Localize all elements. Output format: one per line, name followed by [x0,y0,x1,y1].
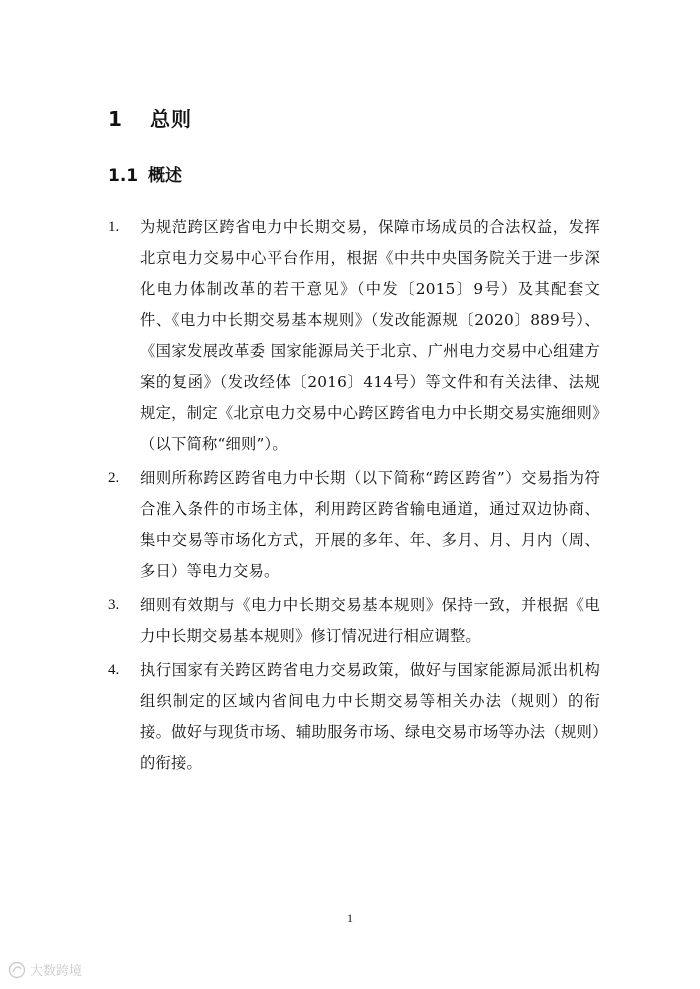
list-item [108,655,600,779]
watermark-logo-icon [8,961,26,979]
subsection-number: 1.1 [108,166,139,186]
list-item-text: 细则所称跨区跨省电力中长期（以下简称“跨区跨省”）交易指为符合准入条件的市场主体，利用跨区跨省输电通道，通过双边协商、集中交易等市场化方式，开展的多年、年、多月、月、月内（周、多日）等电力交易。 [140,469,600,580]
list-item [108,590,600,652]
list-item-text: 为规范跨区跨省电力中长期交易，保障市场成员的合法权益，发挥北京电力交易中心平台作用，根据《中共中央国务院关于进一步深化电力体制改革的若干意见》（中发〔2015〕9号）及其配套文件、《电力中长期交易基本规则》（发改能源规〔2020〕889号）、《国家发展改革委 国家能源局关于北京、广州电力交易中心组建方案的复函》（发改经体〔2016〕414号）等文件和有关法律、法规规定，制定《北京电力交易中心跨区跨省电力中长期交易实施细则》（以下简称“细则”）。 [140,218,600,453]
list-item [108,463,600,587]
numbered-list [108,212,600,782]
list-item-text: 细则有效期与《电力中长期交易基本规则》保持一致，并根据《电力中长期交易基本规则》修订情况进行相应调整。 [140,596,600,645]
list-item-text: 执行国家有关跨区跨省电力交易政策，做好与国家能源局派出机构组织制定的区域内省间电力中长期交易等相关办法（规则）的衔接。做好与现货市场、辅助服务市场、绿电交易市场等办法（规则）的衔接。 [140,661,600,772]
list-item-index: 2. [108,470,120,486]
list-item-index: 4. [108,662,120,678]
section-heading [108,103,192,132]
section-number: 1 [108,107,123,131]
subsection-heading [108,161,182,186]
list-item [108,212,600,460]
list-item-index: 3. [108,597,120,613]
section-title: 总则 [150,107,192,131]
subsection-title: 概述 [148,166,182,186]
page-number: 1 [347,911,353,925]
watermark [8,960,82,979]
watermark-text: 大数跨境 [30,964,83,979]
list-item-index: 1. [108,219,120,235]
